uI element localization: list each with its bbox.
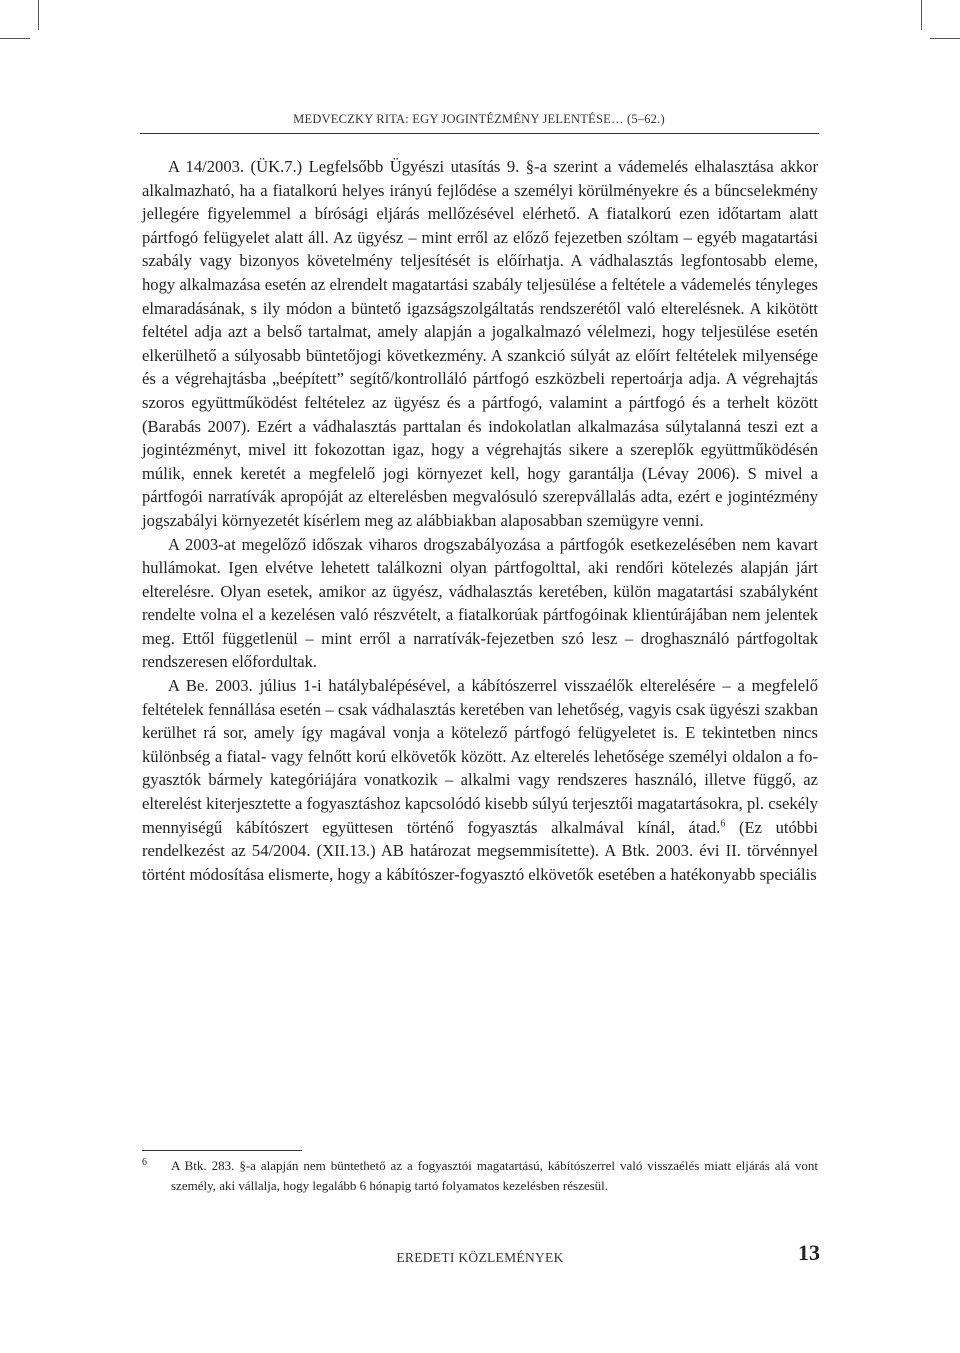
footnote-rule	[142, 1150, 302, 1151]
header-rule	[140, 133, 819, 134]
crop-mark	[0, 38, 30, 39]
paragraph-3	[142, 674, 818, 886]
crop-mark	[930, 38, 960, 39]
footnote	[142, 1156, 818, 1196]
body-text	[142, 155, 818, 886]
paragraph-2: A 2003-at megelőző időszak viharos drogszabályozása a pártfogók esetkezelésében nem kavart hullámokat. Igen elvétve lehetett találkozni olyan pártfogolttal, aki rendőri kötelezés alapján járt elterelésre. Olyan esetek, amikor az ügyész, vádhalasztás keretében, külön magatartási szabályként rendelte volna el a kezelésen való részvételt, a fiatalkorúak pártfogóinak klientúrájában nem jelentek meg. Ettől függetlenül – mint erről a narratívák-fejezetben szó lesz – droghasználó pártfogoltak rendszeresen előfordultak.	[142, 534, 818, 672]
footnote-text: A Btk. 283. §-a alapján nem büntethető az a fogyasztói magatartású, kábítószerrel való visszaélés miatt eljárás alá vont személy, aki vállalja, hogy legalább 6 hónapig tartó folyamatos kezelésben részesül.	[171, 1158, 818, 1193]
footer-section-label: EREDETI KÖZLEMÉNYEK	[396, 1250, 564, 1265]
crop-mark	[921, 0, 922, 30]
paragraph-3-text: A Be. 2003. július 1-i hatálybalépésével, a kábítószerrel visszaélők elterelésére – a megfelelő feltételek fennállása esetén – csak vádhalasztás keretében van lehetőség, vagyis csak ügyészi szakban kerülhet rá sor, amely így magával vonja a kötelező pártfogó felügyeletet is. E tekintetben nincs különbség a fiatal- vagy felnőtt korú elkövetők között. Az elterelés lehetősége személyi oldalon a fogyasztók bármely kategóriájára vonatkozik – alkalmi vagy rendszeres használó, illetve függő, az elterelést kiterjesztette a fogyasztáshoz kapcsolódó kisebb súlyú terjesztői magatartásokra, pl. csekély mennyiségű kábítószert együttesen történő fogyasztás alkalmával kínál, átad.	[142, 676, 818, 837]
crop-mark	[38, 0, 39, 30]
running-header: MEDVECZKY RITA: EGY JOGINTÉZMÉNY JELENTÉSE… (5–62.)	[293, 112, 665, 126]
footnote-reference[interactable]: 6	[720, 818, 726, 830]
page-number: 13	[798, 1240, 820, 1265]
paragraph-1: A 14/2003. (ÜK.7.) Legfelsőbb Ügyészi utasítás 9. §-a szerint a vádemelés elhalasztása akkor alkalmazható, ha a fiatalkorú helyes irányú fejlődése a személyi körülményekre és a bűncselekmény jellegére figyelemmel a bírósági eljárás mellőzésével elérhető. A fiatalkorú ezen időtartam alatt pártfogó felügyelet alatt áll. Az ügyész – mint erről az előző fejezetben szóltam – egyéb magatartási szabály vagy bizonyos követelmény teljesítését is előírhatja. A vádhalasztás legfontosabb eleme, hogy alkalmazása esetén az elrendelt magatartási szabály teljesülése a feltétele a vádemelés tényleges elmaradásának, s ily módon a büntető igazságszolgáltatás rendszerétől való elterelésnek. A kikötött feltétel adja azt a belső tartalmat, amely alapján a jogalkalmazó vélelmezi, hogy teljesülése esetén elkerülhető a súlyosabb büntetőjogi következmény. A szankció súlyát az előírt feltételek milyensége és a végrehajtásba „beépített” segítő/kontrolláló pártfogó eszközbeli repertoárja adja. A végrehajtás szoros együttműködést feltételez az ügyész és a pártfogó, valamint a pártfogó és a terhelt között (Barabás 2007). Ezért a vádhalasztás parttalan és indokolatlan alkalmazása súlytalanná teszi ezt a jogintézményt, mivel itt fokozottan igaz, hogy a végrehajtás sikere a szereplők együttműködésén múlik, ennek keretét a megfelelő jogi környezet kell, hogy garantálja (Lévay 2006). S mivel a pártfogói narratívák apropóját az elterelésben megvalósuló szerepvállalás adta, ezért e jogintézmény jogszabályi környezetét kísérlem meg az alábbiakban alaposabban szemügyre venni.	[142, 157, 818, 530]
paragraph-3-tail: (Ez utóbbi rendelkezést az 54/2004. (XII.13.) AB határozat megsemmisítette). A Btk. 2003. évi II. törvénnyel történt módosítása elismerte, hogy a kábítószer-fogyasztó elkövetők esetében a hatékonyabb speciális	[142, 817, 819, 884]
footnote-number: 6	[142, 1157, 147, 1168]
